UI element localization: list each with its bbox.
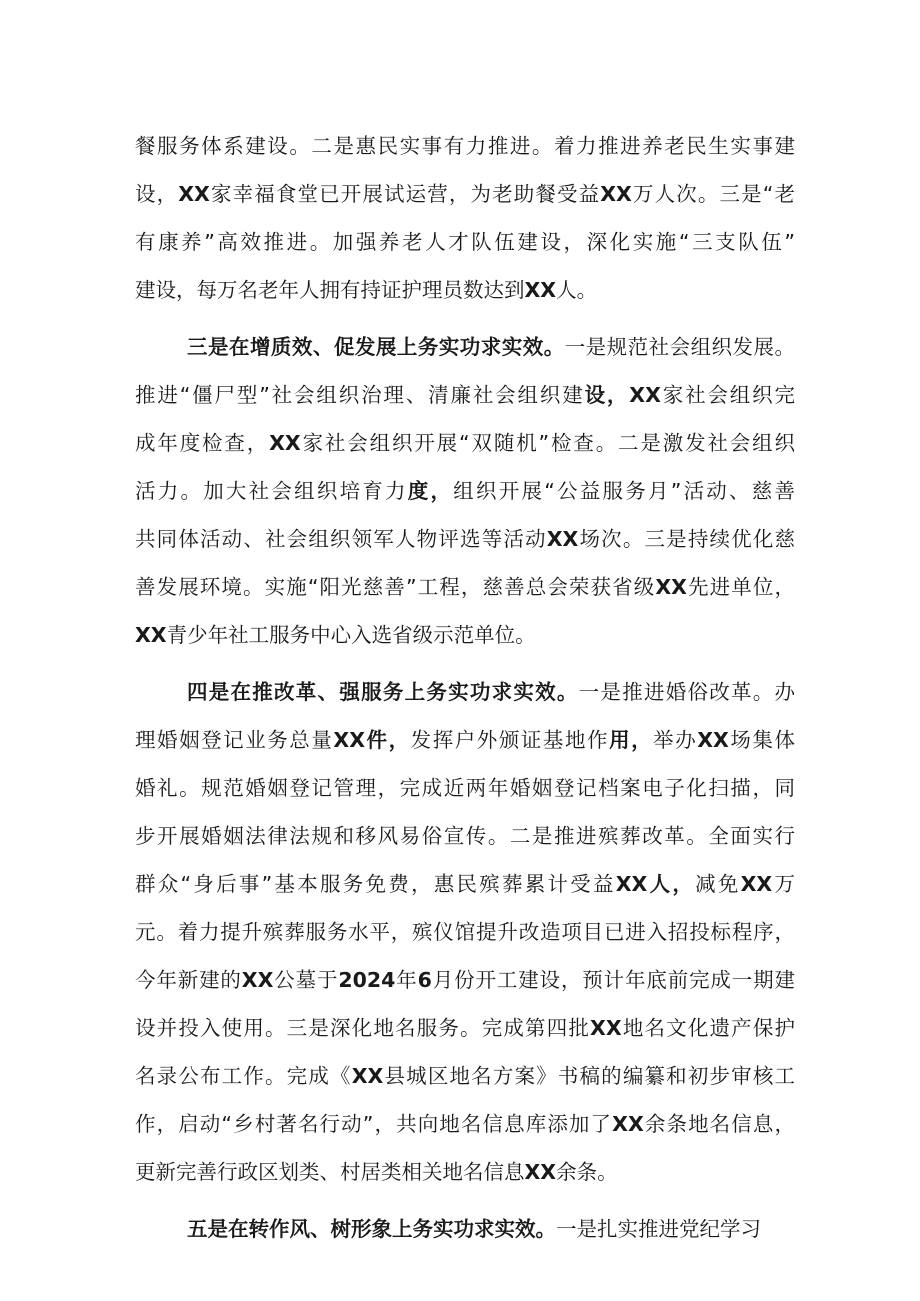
text-run: 设并投入使用。三是深化地名服务。完成第四批 bbox=[135, 1016, 591, 1040]
text-line bbox=[135, 323, 795, 371]
text-run: 元。着力提升殡葬服务水平，殡仪馆提升改造项目已进入招投标程序， bbox=[135, 920, 795, 944]
bold-text-run: XX bbox=[655, 575, 687, 599]
text-line bbox=[135, 908, 795, 956]
bold-text-run: XX人， bbox=[615, 872, 696, 896]
text-run: 理婚姻登记业务总量 bbox=[135, 728, 334, 752]
text-line bbox=[135, 515, 795, 563]
paragraph-gap bbox=[135, 1196, 795, 1205]
text-line bbox=[135, 1148, 795, 1196]
text-run: 一是推进婚俗改革。办 bbox=[578, 680, 796, 704]
text-run: 余条。 bbox=[556, 1160, 618, 1184]
text-run: 活力。加大社会组织培育力 bbox=[135, 479, 408, 503]
text-run: 一是规范社会组织发展。 bbox=[564, 335, 796, 359]
paragraph-gap bbox=[135, 314, 795, 323]
text-run: 共同体活动、社会组织领军人物评选等活动 bbox=[135, 527, 547, 551]
bold-text-run: XX bbox=[269, 431, 301, 455]
text-run: 青少年社工服务中心入选省级示范单位。 bbox=[166, 623, 536, 647]
text-line bbox=[135, 611, 795, 659]
bold-text-run: 三是在增质效、促发展上务实功求实效。 bbox=[187, 335, 565, 359]
bold-text-run: XX bbox=[600, 182, 632, 206]
text-run: 善发展环境。实施“阳光慈善”工程，慈善总会荣获省级 bbox=[135, 575, 656, 599]
text-line bbox=[135, 266, 795, 314]
bold-text-run: 6 bbox=[417, 968, 432, 992]
text-run: 群众“身后事”基本服务免费，惠民殡葬累计受益 bbox=[135, 872, 616, 896]
bold-text-run: 度， bbox=[407, 479, 454, 503]
paragraph bbox=[135, 1205, 795, 1253]
text-run: 作，启动“乡村著名行动”，共向地名信息库添加了 bbox=[135, 1112, 613, 1136]
text-run: 万人次。三是“老 bbox=[631, 182, 795, 206]
text-run: 一是扎实推进党纪学习 bbox=[556, 1217, 761, 1241]
bold-text-run: XX件， bbox=[333, 728, 411, 752]
bold-text-run: XX bbox=[590, 1016, 622, 1040]
bold-text-run: 四是在推改革、强服务上务实功求实效。 bbox=[187, 680, 579, 704]
text-run: 更新完善行政区划类、村居类相关地名信息 bbox=[135, 1160, 525, 1184]
text-line bbox=[135, 716, 795, 764]
bold-text-run: XX bbox=[351, 1064, 384, 1088]
bold-text-run: XX bbox=[178, 182, 210, 206]
bold-text-run: XX bbox=[546, 527, 579, 551]
text-run: 组织开展“公益服务月”活动、慈善 bbox=[453, 479, 795, 503]
text-line bbox=[135, 812, 795, 860]
text-run: 年 bbox=[395, 968, 418, 992]
paragraph bbox=[135, 668, 795, 1196]
text-run: 场次。三是持续优化慈 bbox=[578, 527, 796, 551]
text-run: 先进单位， bbox=[686, 575, 795, 599]
text-run: 建设，每万名老年人拥有持证护理员数达到 bbox=[135, 278, 525, 302]
paragraph bbox=[135, 323, 795, 659]
text-line bbox=[135, 563, 795, 611]
text-line bbox=[135, 1052, 795, 1100]
bold-text-run: XX bbox=[740, 872, 773, 896]
text-run: 设， bbox=[135, 182, 179, 206]
bold-text-run: XX bbox=[135, 623, 167, 647]
text-run: 余条地名信息， bbox=[643, 1112, 795, 1136]
text-run: 万 bbox=[772, 872, 795, 896]
text-run: 场集体 bbox=[728, 728, 796, 752]
text-line bbox=[135, 764, 795, 812]
text-run: 成年度检查， bbox=[135, 431, 270, 455]
text-run: 发挥户外颁证基地作 bbox=[410, 728, 610, 752]
text-run: 名录公布工作。完成《 bbox=[135, 1064, 352, 1088]
document-body bbox=[135, 122, 795, 1253]
text-line bbox=[135, 218, 795, 266]
text-run: 月份开工建设，预计年底前完成一期建 bbox=[431, 968, 796, 992]
text-run: 减免 bbox=[695, 872, 741, 896]
text-run: 有康养”高效推进。加强养老人才队伍建设，深化实施“三支队伍” bbox=[135, 230, 795, 254]
text-line bbox=[135, 467, 795, 515]
text-run: 举办 bbox=[653, 728, 698, 752]
text-line bbox=[135, 170, 795, 218]
text-line bbox=[135, 122, 795, 170]
text-run: 家社会组织开展“双随机”检查。二是激发社会组织 bbox=[300, 431, 796, 455]
text-run: 地名文化遗产保护 bbox=[621, 1016, 796, 1040]
bold-text-run: 2024 bbox=[338, 968, 396, 992]
text-run: 今年新建的 bbox=[135, 968, 242, 992]
text-run: 婚礼。规范婚姻登记管理，完成近两年婚姻登记档案电子化扫描，同 bbox=[135, 776, 795, 800]
text-run: 人。 bbox=[556, 278, 598, 302]
text-line bbox=[135, 956, 795, 1004]
text-run: 公墓于 bbox=[273, 968, 339, 992]
paragraph bbox=[135, 122, 795, 314]
text-run: 县城区地名方案》书稿的编纂和初步审核工 bbox=[383, 1064, 796, 1088]
text-run: 餐服务体系建设。二是惠民实事有力推进。着力推进养老民生实事建 bbox=[135, 134, 795, 158]
text-line bbox=[135, 1100, 795, 1148]
text-line bbox=[135, 371, 795, 419]
bold-text-run: XX bbox=[524, 278, 557, 302]
text-run: 推进“僵尸型”社会组织治理、清廉社会组织建 bbox=[135, 383, 585, 407]
bold-text-run: XX bbox=[697, 728, 729, 752]
text-run: 家幸福食堂已开展试运营，为老助餐受益 bbox=[209, 182, 601, 206]
bold-text-run: XX bbox=[612, 1112, 644, 1136]
text-line bbox=[135, 668, 795, 716]
text-run: 步开展婚姻法律法规和移风易俗宣传。二是推进殡葬改革。全面实行 bbox=[135, 824, 795, 848]
bold-text-run: 用， bbox=[609, 728, 654, 752]
bold-text-run: 设，XX bbox=[584, 383, 661, 407]
paragraph-gap bbox=[135, 659, 795, 668]
bold-text-run: XX bbox=[241, 968, 274, 992]
text-line bbox=[135, 1004, 795, 1052]
bold-text-run: XX bbox=[524, 1160, 557, 1184]
text-run: 家社会组织完 bbox=[660, 383, 795, 407]
text-line bbox=[135, 1205, 795, 1253]
bold-text-run: 五是在转作风、树形象上务实功求实效。 bbox=[187, 1217, 556, 1241]
text-line bbox=[135, 860, 795, 908]
text-line bbox=[135, 419, 795, 467]
